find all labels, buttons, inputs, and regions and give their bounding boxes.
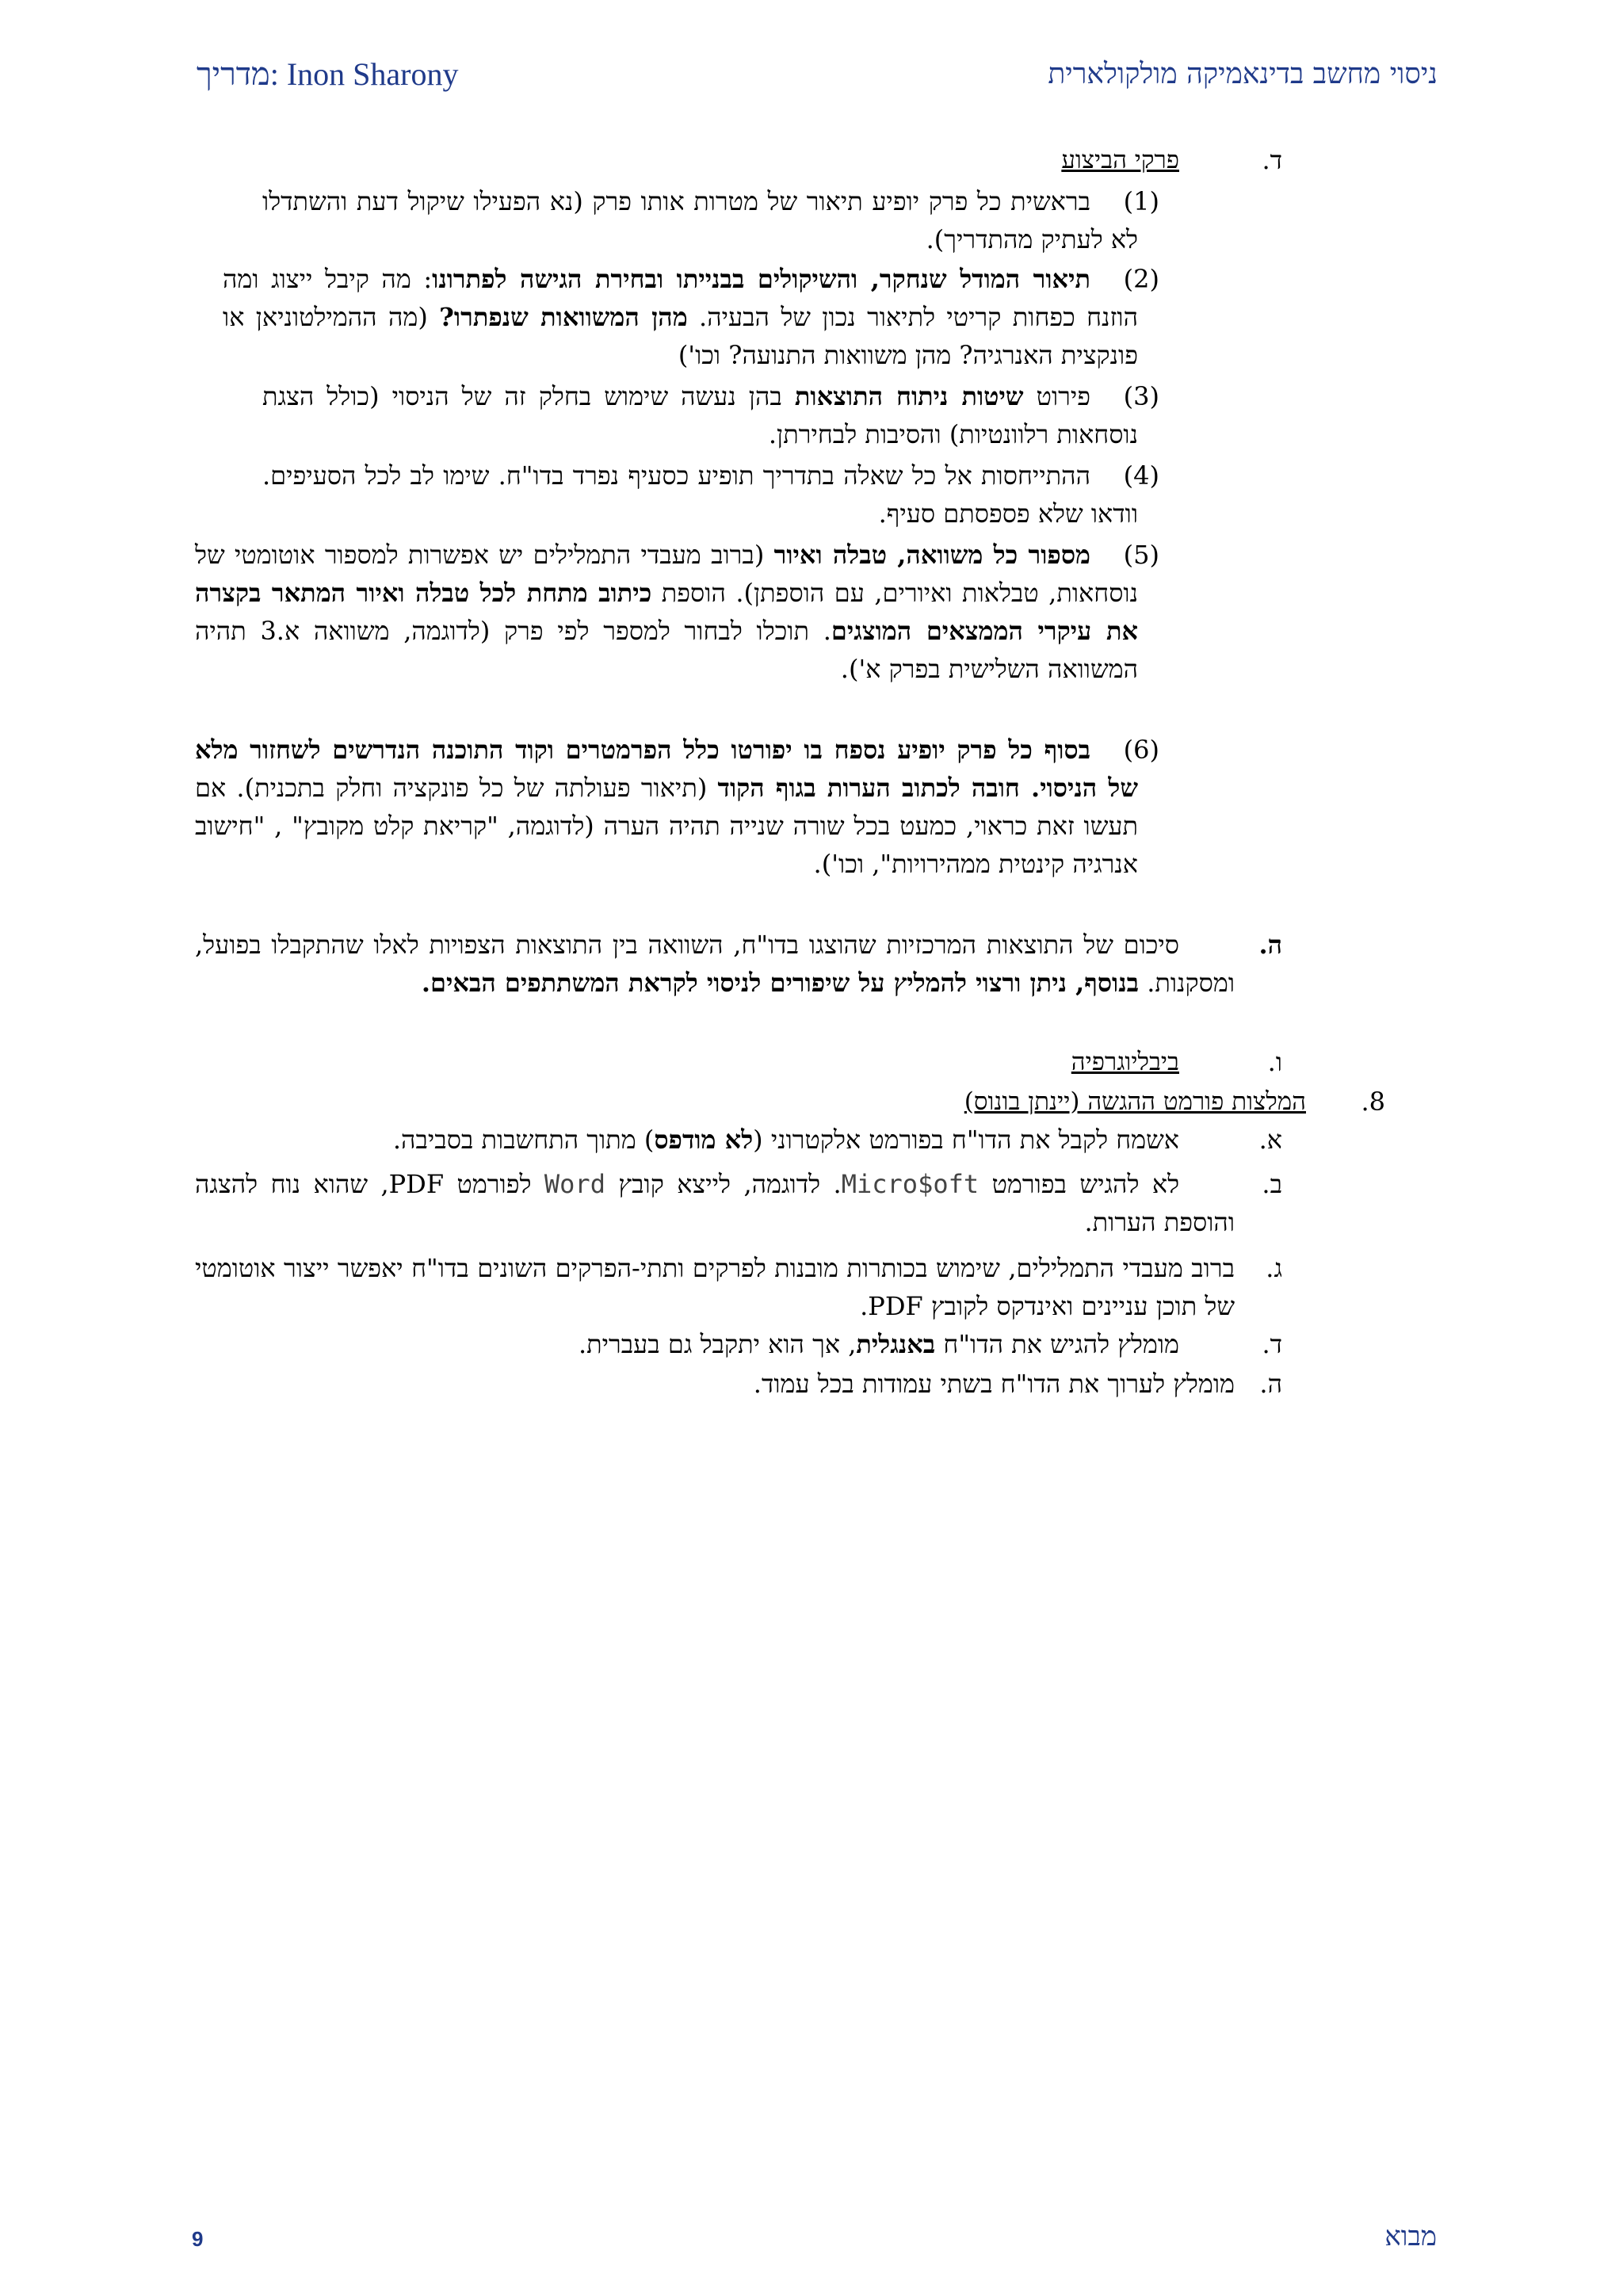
rec-d-marker: ד. (1262, 1329, 1282, 1359)
rec-b-text: לא להגיש בפורמט Micro$oft. לדוגמה, לייצא קובץ Word לפורמט PDF, שהוא נוח להצגה והוספת הערות. (195, 1169, 1235, 1237)
word-term: Word (544, 1169, 605, 1199)
section-d-title: פרקי הביצוע (1061, 146, 1179, 174)
item-1-text: בראשית כל פרק יופיע תיאור של מטרות אותו פרק (נא הפעילו שיקול דעת והשתדלו לא לעתיק מהתדריך). (262, 186, 1138, 254)
rec-c-text: ברוב מעבדי התמלילים, שימוש בכותרות מובנות לפרקים ותתי-הפרקים השונים בדו"ח יאפשר ייצור אוטומטי של תוכן עניינים ואינדקס לקובץ PDF. (195, 1253, 1235, 1321)
item-5-text: מספור כל משוואה, טבלה ואיור (ברוב מעבדי התמלילים יש אפשרות למספור אוטומטי של נוסחאות, טבלאות ואיורים, עם הוספתן). הוספת כיתוב מתחת לכל טבלה ואיור המתאר בקצרה את עיקרי הממצאים המוצגים. תוכלו לבחור למספר לפי פרק (לדוגמה, משוואה א.3 תהיה המשוואה השלישית בפרק א'). (195, 540, 1139, 684)
microsoft-term: Micro$oft (841, 1169, 980, 1199)
item-4-text: ההתייחסות אל כל שאלה בתדריך תופיע כסעיף נפרד בדו"ח. שימו לב לכל הסעיפים. וודאו שלא פספסתם סעיף. (262, 460, 1138, 529)
footer-chapter: מבוא (1384, 2221, 1437, 2252)
section-8-title: המלצות פורמט ההגשה (יינתן בונוס) (964, 1087, 1306, 1116)
rec-h-text: מומלץ לערוך את הדו"ח בשתי עמודות בכל עמוד. (753, 1369, 1235, 1399)
section-d-marker: ד. (1262, 145, 1282, 175)
item-3-text: פירוט שיטות ניתוח התוצאות בהן נעשה שימוש בחלק זה של הניסוי (כולל הצגת נוסחאות רלוונטיות) והסיבות לבחירתן. (262, 381, 1138, 449)
section-h-marker: ה. (1258, 930, 1282, 960)
item-2-number: (2) (1123, 264, 1159, 294)
running-header-title: ניסוי מחשב בדינאמיקה מולקולארית (1048, 58, 1438, 90)
rec-a-text: אשמח לקבל את הדו"ח בפורמט אלקטרוני (לא מודפס) מתוך התחשבות בסביבה. (392, 1125, 1179, 1155)
running-header-guide: Inon Sharony :מדריך (197, 56, 459, 92)
section-v-marker: ו. (1267, 1047, 1282, 1077)
rec-h-marker: ה. (1259, 1369, 1282, 1399)
item-6-number: (6) (1123, 735, 1159, 765)
item-4-number: (4) (1123, 460, 1159, 491)
section-v-title: ביבליוגרפיה (1071, 1048, 1179, 1076)
item-3-number: (3) (1123, 381, 1159, 411)
rec-b-marker: ב. (1262, 1169, 1282, 1199)
section-8-marker: 8. (1361, 1087, 1385, 1117)
item-6-text: בסוף כל פרק יופיע נספח בו יפורטו כלל הפרמטרים וקוד התוכנה הנדרשים לשחזור מלא של הניסוי. חובה לכתוב הערות בגוף הקוד (תיאור פעולתה של כל פונקציה וחלק בתכנית). אם תעשו זאת כראוי, כמעט בכל שורה שנייה תהיה הערה (לדוגמה, "קריאת קלט מקובץ" , "חישוב אנרגיה קינטית ממהירויות", וכו'). (195, 735, 1138, 879)
section-h-text: סיכום של התוצאות המרכזיות שהוצגו בדו"ח, השוואה בין התוצאות הצפויות לאלו שהתקבלו בפועל, ומסקנות. בנוסף, ניתן ורצוי להמליץ על שיפורים לניסוי לקראת המשתתפים הבאים. (195, 930, 1235, 998)
item-5-number: (5) (1123, 540, 1159, 570)
page-number: 9 (192, 2227, 204, 2251)
item-1-number: (1) (1123, 186, 1159, 216)
rec-c-marker: ג. (1266, 1253, 1282, 1283)
item-2-text: תיאור המודל שנחקר, והשיקולים בבנייתו ובחירת הגישה לפתרונו: מה קיבל ייצוג ומה הוזנח כפחות קריטי לתיאור נכון של הבעיה. מהן המשוואות שנפתרו? (מה ההמילטוניאן או פונקצית האנרגיה? מהן משוואות התנועה? וכו') (223, 264, 1139, 370)
rec-a-marker: א. (1258, 1125, 1282, 1155)
rec-d-text: מומלץ להגיש את הדו"ח באנגלית, אך הוא יתקבל גם בעברית. (578, 1329, 1179, 1359)
